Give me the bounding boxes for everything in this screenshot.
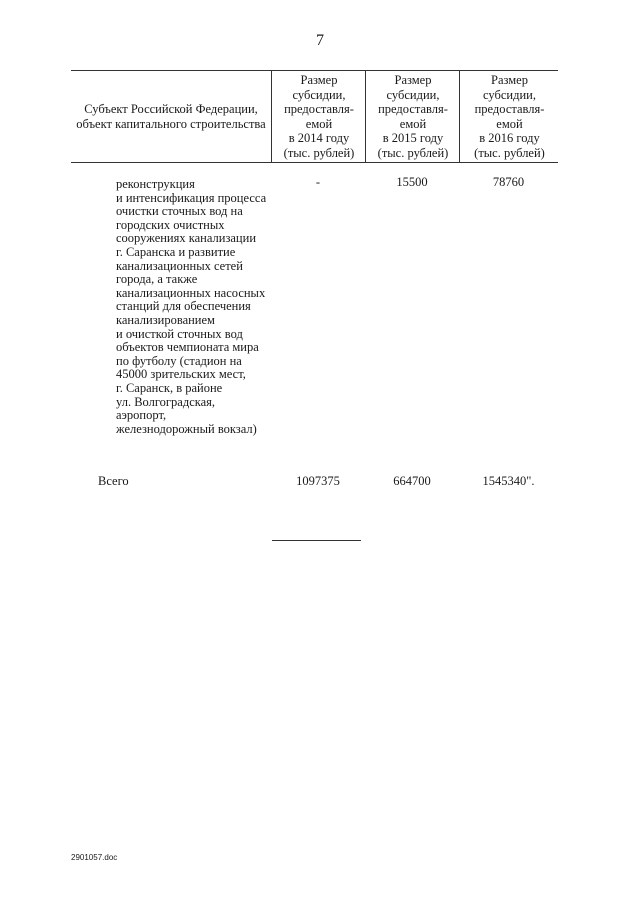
document-code: 2901057.doc xyxy=(71,853,118,862)
header-subject: Субъект Российской Федерации, объект капитального строительства xyxy=(76,102,266,131)
page-number: 7 xyxy=(316,32,324,49)
subsidy-table xyxy=(71,70,558,163)
end-separator-line xyxy=(272,540,361,541)
total-value-2016: 1545340". xyxy=(482,474,535,488)
total-value-2015: 664700 xyxy=(393,474,431,488)
row-value-2014: - xyxy=(315,175,321,189)
total-label: Всего xyxy=(98,474,129,488)
header-2015: Размер субсидии, предоставля- емой в 2015 году (тыс. рублей) xyxy=(365,71,460,162)
table-header-row xyxy=(71,70,558,163)
row-value-2016: 78760 xyxy=(492,175,525,189)
row-description: реконструкция и интенсификация процесса очистки сточных вод на городских очистных сооружениях канализации г. Саранска и развитие канализационных сетей города, а также канализационных насосных станций для обеспечения канализированием и очисткой сточных вод объектов чемпионата мира по футболу (стадион на 45000 зрительских мест, г. Саранск, в районе ул. Волгоградская, аэропорт, железнодорожный вокзал) xyxy=(116,177,267,436)
header-2016: Размер субсидии, предоставля- емой в 2016 году (тыс. рублей) xyxy=(459,71,559,162)
total-value-2014: 1097375 xyxy=(296,474,340,488)
header-2014: Размер субсидии, предоставля- емой в 2014 году (тыс. рублей) xyxy=(271,71,366,162)
row-value-2015: 15500 xyxy=(396,175,428,189)
